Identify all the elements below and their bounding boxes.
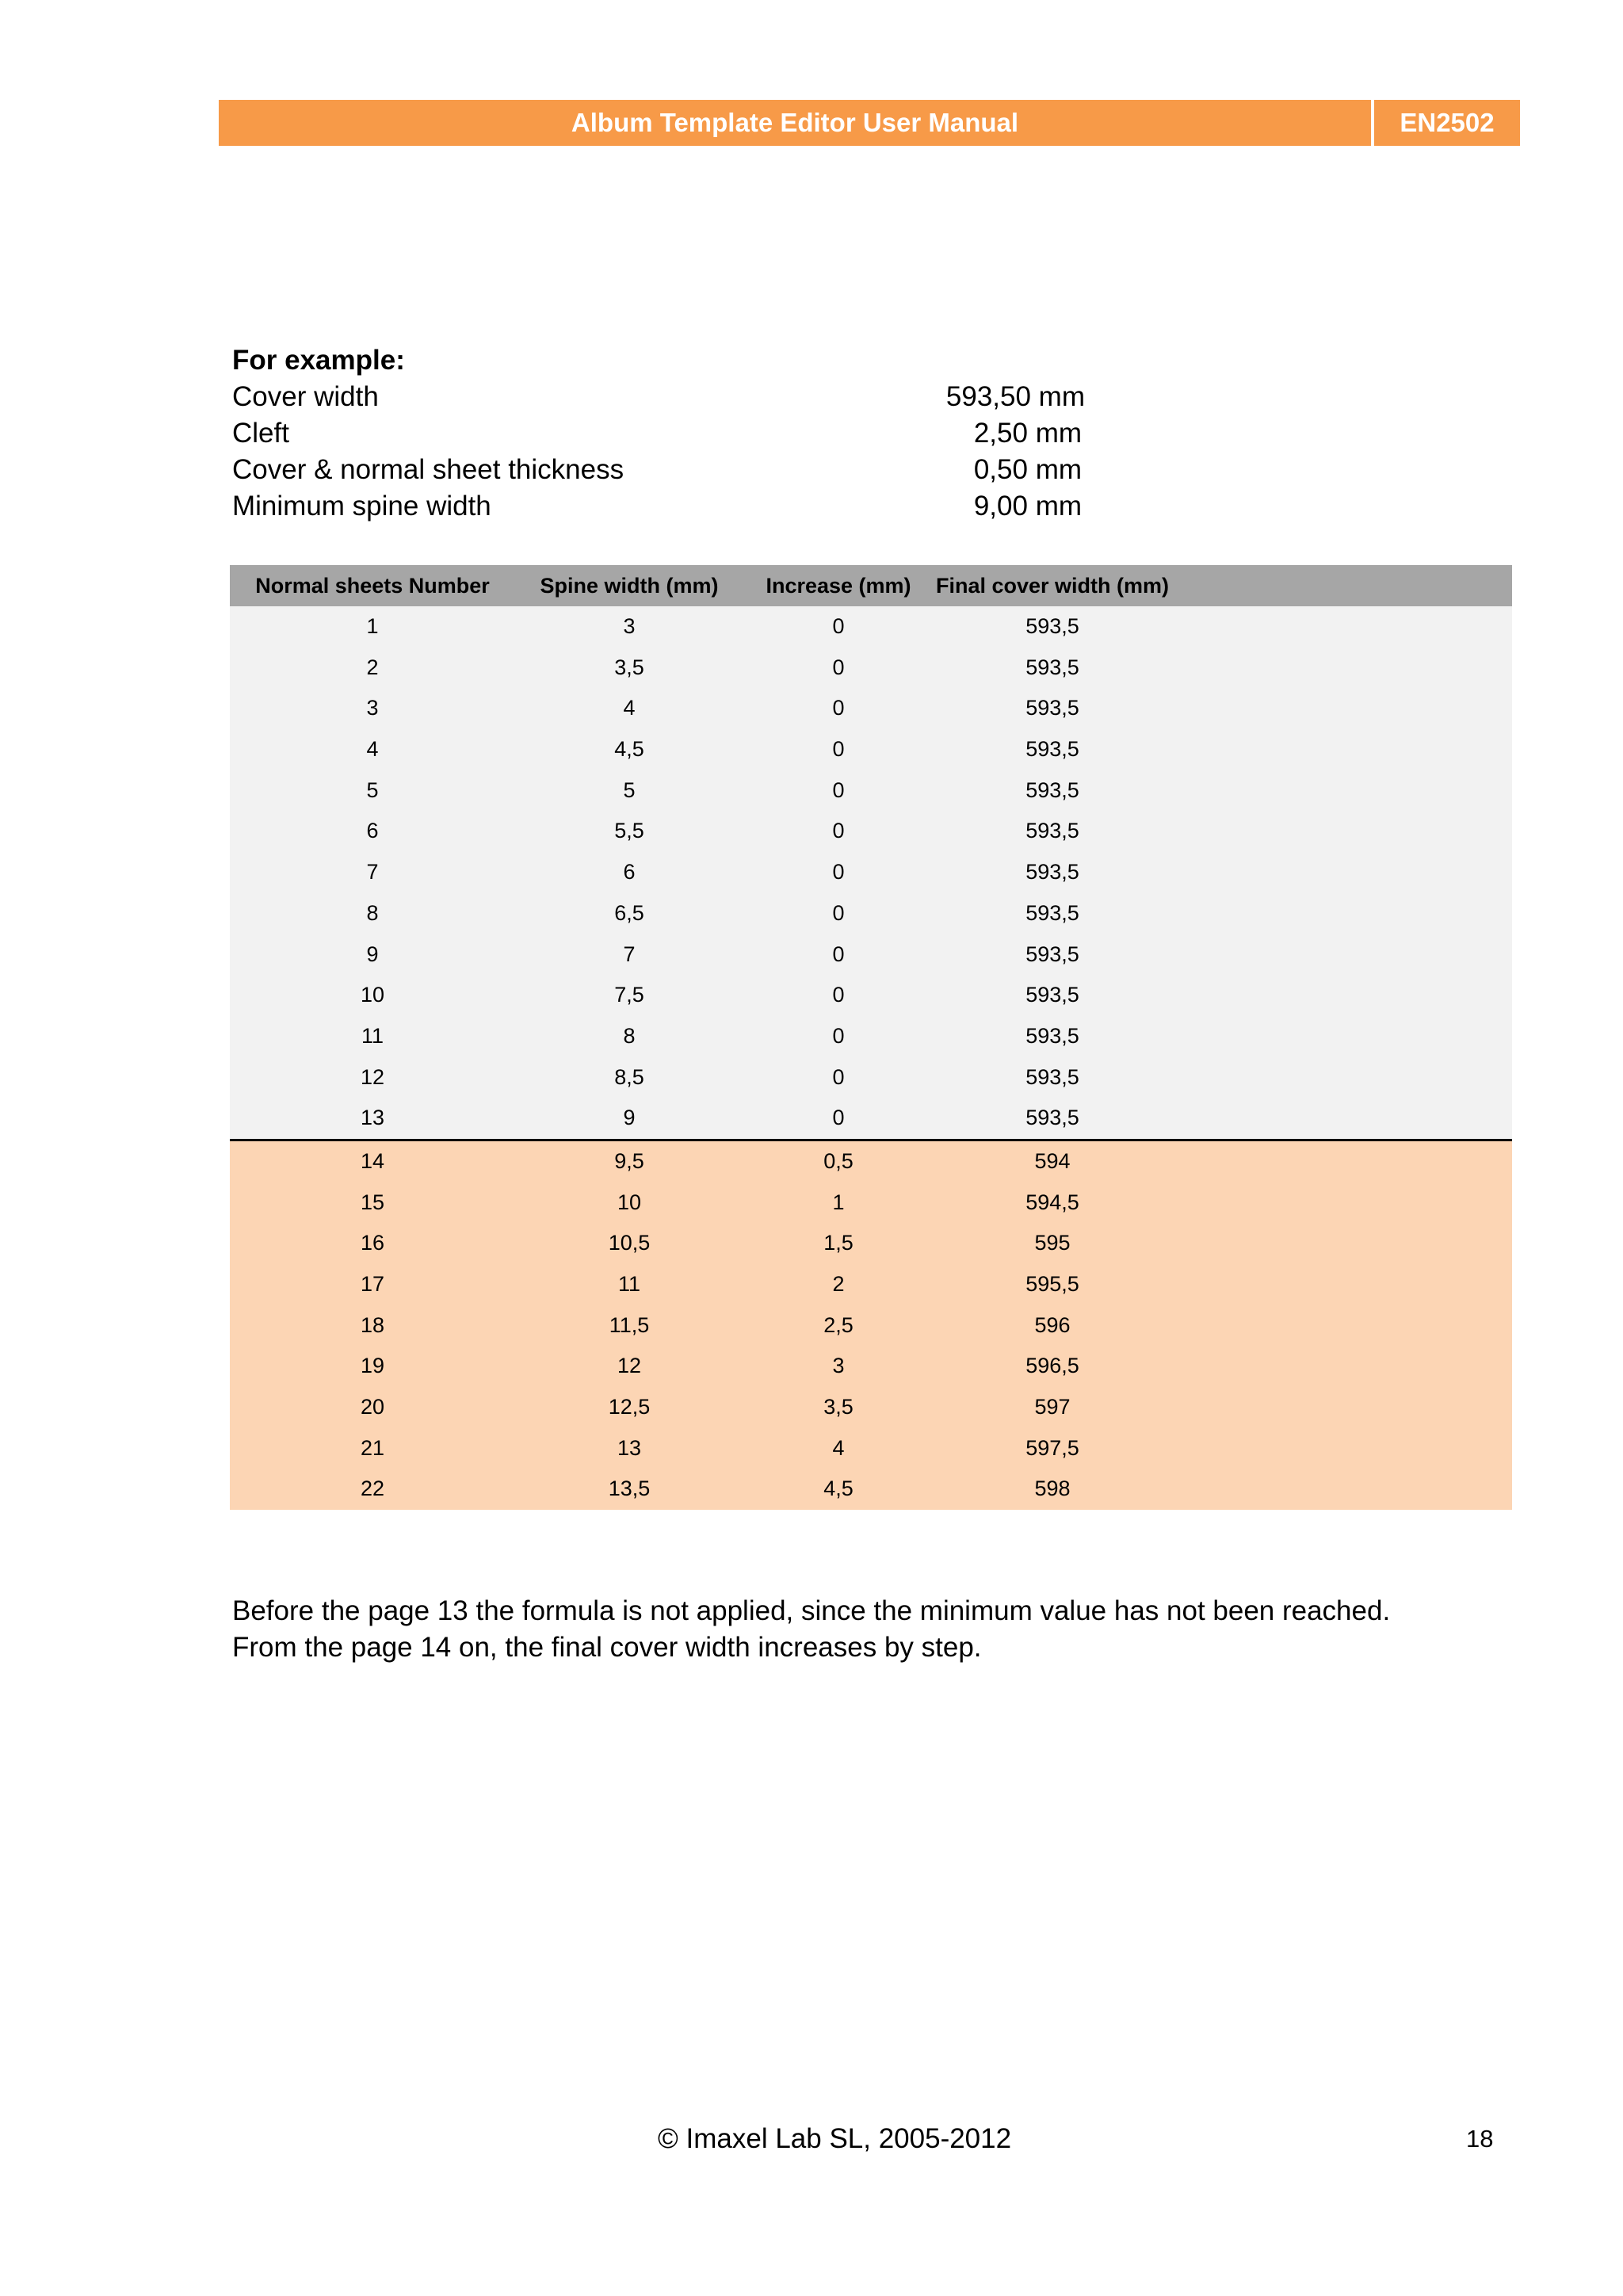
example-label: Cover & normal sheet thickness: [232, 454, 624, 485]
column-header: Normal sheets Number: [255, 574, 490, 598]
table-cell: 10: [617, 1190, 642, 1214]
table-cell: 7,5: [614, 983, 644, 1007]
page-header: [219, 100, 1520, 146]
table-cell: 593,5: [1025, 696, 1079, 720]
table-cell: 9,5: [614, 1148, 644, 1173]
example-label: Cover width: [232, 381, 379, 412]
table-cell: 593,5: [1025, 942, 1079, 966]
table-cell: 13: [617, 1435, 642, 1460]
table-cell: 5: [623, 777, 636, 802]
table-cell: 595,5: [1025, 1272, 1079, 1296]
table-cell: 13: [360, 1106, 385, 1130]
table-body-before-minimum: [230, 606, 1512, 1139]
table-row: [230, 1428, 1512, 1469]
table-cell: 13,5: [608, 1477, 651, 1501]
example-value: 593,50 mm: [945, 381, 1085, 412]
table-row: [230, 770, 1512, 812]
table-cell: 3,5: [823, 1395, 854, 1419]
table-cell: 0: [832, 614, 845, 638]
table-cell: 20: [360, 1395, 385, 1419]
table-cell: 593,5: [1025, 819, 1079, 843]
example-row: [232, 452, 1082, 488]
table-cell: 8: [623, 1023, 636, 1048]
column-header: Increase (mm): [766, 574, 911, 598]
table-cell: 3,5: [614, 655, 644, 679]
table-cell: 7: [623, 942, 636, 966]
table-cell: 594,5: [1025, 1190, 1079, 1214]
table-row: [230, 1016, 1512, 1057]
table-row: [230, 852, 1512, 893]
table-row: [230, 893, 1512, 934]
table-cell: 598: [1034, 1477, 1071, 1501]
column-header: Final cover width (mm): [935, 574, 1170, 598]
table-row: [230, 1223, 1512, 1264]
table-cell: 597: [1034, 1395, 1071, 1419]
table-cell: 594: [1034, 1148, 1071, 1173]
table-cell: 593,5: [1025, 1023, 1079, 1048]
table-row: [230, 1469, 1512, 1510]
table-cell: 2: [366, 655, 379, 679]
table-cell: 593,5: [1025, 1064, 1079, 1089]
table-body-after-minimum: [230, 1139, 1512, 1510]
table-cell: 21: [360, 1435, 385, 1460]
table-cell: 0: [832, 1064, 845, 1089]
document-title: Album Template Editor User Manual: [219, 100, 1371, 146]
table-cell: 596,5: [1025, 1354, 1079, 1378]
table-cell: 11: [361, 1023, 384, 1048]
table-cell: 4: [623, 696, 636, 720]
table-cell: 8,5: [614, 1064, 644, 1089]
table-row: [230, 934, 1512, 976]
cover-width-table: [230, 565, 1512, 1510]
page-number: 18: [1466, 2125, 1494, 2153]
example-row: [232, 415, 1082, 452]
table-cell: 6: [623, 860, 636, 884]
table-cell: 596: [1034, 1312, 1071, 1337]
table-cell: 22: [360, 1477, 385, 1501]
example-block: [232, 342, 1085, 525]
table-cell: 593,5: [1025, 614, 1079, 638]
table-row: [230, 606, 1512, 648]
example-value: 9,00 mm: [973, 491, 1082, 521]
table-row: [230, 1182, 1512, 1224]
table-cell: 593,5: [1025, 900, 1079, 925]
table-cell: 4: [366, 737, 379, 762]
table-row: [230, 648, 1512, 689]
table-cell: 9: [623, 1106, 636, 1130]
table-cell: 9: [366, 942, 379, 966]
example-label: Minimum spine width: [232, 491, 491, 521]
table-cell: 5,5: [614, 819, 644, 843]
table-row: [230, 975, 1512, 1016]
table-cell: 6,5: [614, 900, 644, 925]
example-row: [232, 379, 1085, 415]
table-row: [230, 1346, 1512, 1387]
table-cell: 0: [832, 1106, 845, 1130]
table-row: [230, 811, 1512, 852]
table-cell: 0: [832, 737, 845, 762]
table-cell: 17: [360, 1272, 385, 1296]
table-cell: 0: [832, 860, 845, 884]
table-cell: 593,5: [1025, 983, 1079, 1007]
example-heading: For example:: [232, 345, 405, 376]
explanation-text: [232, 1593, 1390, 1666]
table-header: [230, 565, 1512, 606]
table-cell: 0,5: [823, 1148, 854, 1173]
table-cell: 3: [832, 1354, 845, 1378]
table-cell: 3: [366, 696, 379, 720]
table-row: [230, 688, 1512, 729]
table-cell: 4: [832, 1435, 845, 1460]
table-cell: 11: [617, 1272, 641, 1296]
column-header: Spine width (mm): [540, 574, 719, 598]
table-cell: 2: [832, 1272, 845, 1296]
table-cell: 18: [360, 1312, 385, 1337]
table-cell: 7: [366, 860, 379, 884]
table-cell: 1: [366, 614, 379, 638]
table-cell: 593,5: [1025, 777, 1079, 802]
table-row: [230, 1305, 1512, 1347]
table-cell: 593,5: [1025, 655, 1079, 679]
table-cell: 12: [617, 1354, 642, 1378]
table-cell: 14: [360, 1148, 385, 1173]
table-cell: 10,5: [608, 1231, 651, 1255]
explanation-line: Before the page 13 the formula is not applied, since the minimum value has not been reached.: [232, 1595, 1391, 1626]
table-cell: 0: [832, 983, 845, 1007]
table-row: [230, 1141, 1512, 1182]
table-row: [230, 1057, 1512, 1098]
table-cell: 0: [832, 819, 845, 843]
table-cell: 1: [832, 1190, 845, 1214]
table-cell: 4,5: [614, 737, 644, 762]
table-row: [230, 1098, 1512, 1139]
example-value: 0,50 mm: [973, 454, 1082, 485]
table-cell: 6: [366, 819, 379, 843]
table-cell: 0: [832, 942, 845, 966]
table-cell: 16: [360, 1231, 385, 1255]
table-cell: 8: [366, 900, 379, 925]
table-cell: 11,5: [609, 1312, 650, 1337]
table-cell: 0: [832, 696, 845, 720]
table-cell: 15: [360, 1190, 385, 1214]
table-cell: 3: [623, 614, 636, 638]
table-cell: 597,5: [1025, 1435, 1079, 1460]
table-cell: 19: [360, 1354, 385, 1378]
table-cell: 5: [366, 777, 379, 802]
example-row: [232, 488, 1082, 525]
table-cell: 12: [360, 1064, 385, 1089]
table-cell: 593,5: [1025, 1106, 1079, 1130]
table-cell: 0: [832, 655, 845, 679]
document-code: EN2502: [1374, 100, 1520, 146]
table-row: [230, 729, 1512, 770]
table-cell: 595: [1034, 1231, 1071, 1255]
table-cell: 0: [832, 1023, 845, 1048]
table-row: [230, 1264, 1512, 1305]
table-row: [230, 1387, 1512, 1428]
copyright-notice: © Imaxel Lab SL, 2005-2012: [658, 2123, 1012, 2154]
table-cell: 0: [832, 777, 845, 802]
example-label: Cleft: [232, 418, 289, 449]
table-cell: 593,5: [1025, 737, 1079, 762]
example-value: 2,50 mm: [973, 418, 1082, 449]
table-cell: 2,5: [823, 1312, 854, 1337]
table-cell: 593,5: [1025, 860, 1079, 884]
table-cell: 12,5: [608, 1395, 651, 1419]
table-cell: 4,5: [823, 1477, 854, 1501]
explanation-line: From the page 14 on, the final cover width increases by step.: [232, 1632, 982, 1663]
table-cell: 1,5: [823, 1231, 854, 1255]
table-cell: 0: [832, 900, 845, 925]
table-cell: 10: [360, 983, 385, 1007]
